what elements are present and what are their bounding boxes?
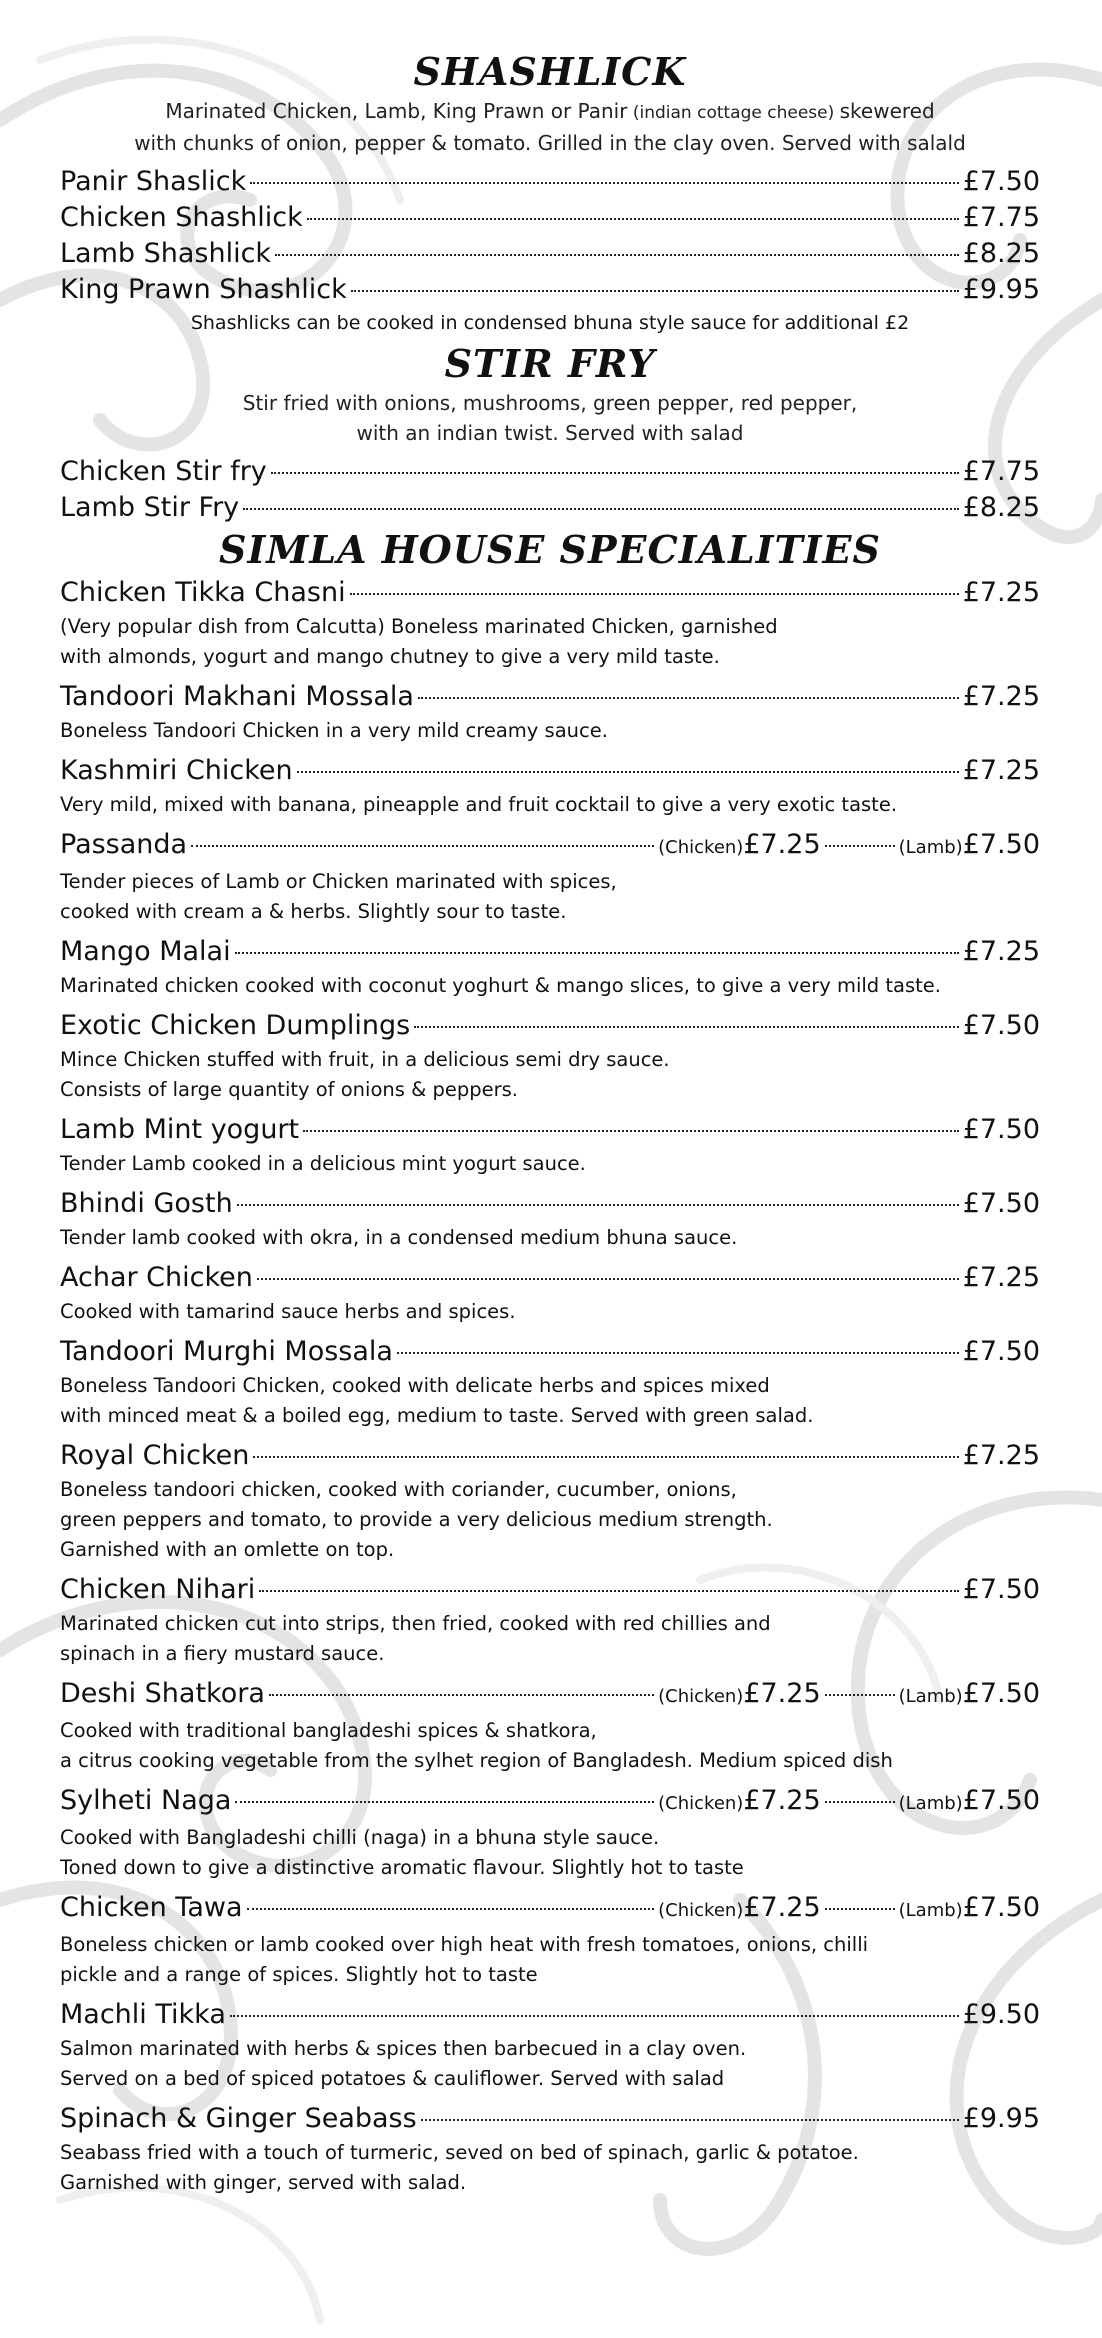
speciality-item — [60, 933, 1040, 1001]
dot-leader — [235, 952, 959, 954]
item-description: Very mild, mixed with banana, pineapple and fruit cocktail to give a very exotic taste. — [60, 793, 898, 816]
item-name: Tandoori Murghi Mossala — [60, 1336, 393, 1367]
dot-leader — [414, 1026, 959, 1028]
item-price: £7.50 — [962, 1114, 1040, 1145]
lamb-label: (Lamb) — [898, 1900, 963, 1921]
speciality-item — [60, 1782, 1040, 1883]
menu-item — [60, 490, 1040, 526]
item-name: Chicken Shashlick — [60, 202, 303, 233]
section-description — [60, 388, 1040, 448]
item-name: Lamb Shashlick — [60, 238, 272, 269]
item-description: spinach in a fiery mustard sauce. — [60, 1642, 385, 1665]
item-description: Boneless tandoori chicken, cooked with coriander, cucumber, onions, — [60, 1478, 737, 1501]
item-name: Machli Tikka — [60, 1999, 226, 2030]
dot-leader — [243, 508, 959, 510]
item-price: £7.25 — [962, 681, 1040, 712]
speciality-item — [60, 2100, 1040, 2198]
speciality-row — [60, 1675, 1040, 1716]
item-price: £7.25 — [962, 1262, 1040, 1293]
item-description: Tender Lamb cooked in a delicious mint yogurt sauce. — [60, 1152, 586, 1175]
description-text: skewered — [839, 99, 935, 123]
shashlick-note: Shashlicks can be cooked in condensed bhuna style sauce for additional £2 — [190, 312, 910, 334]
dot-leader — [235, 1801, 654, 1803]
speciality-row — [60, 933, 1040, 971]
speciality-row — [60, 678, 1040, 716]
dot-leader — [247, 1908, 655, 1910]
item-price: £7.75 — [962, 202, 1040, 233]
item-price: £9.95 — [962, 2103, 1040, 2134]
chicken-label: (Chicken) — [658, 1900, 744, 1921]
item-description: Boneless Tandoori Chicken in a very mild creamy sauce. — [60, 719, 608, 742]
chicken-price: £7.25 — [743, 1785, 821, 1816]
section-title: STIR FRY — [444, 341, 656, 386]
item-price: £8.25 — [962, 492, 1040, 523]
item-price: £7.25 — [962, 936, 1040, 967]
dot-leader — [351, 290, 959, 292]
description-text: Stir fried with onions, mushrooms, green pepper, red pepper, — [242, 391, 858, 415]
item-name: Chicken Nihari — [60, 1574, 256, 1605]
speciality-row — [60, 1571, 1040, 1609]
dot-leader — [307, 218, 959, 220]
speciality-item — [60, 1007, 1040, 1105]
item-price: £7.25 — [962, 1440, 1040, 1471]
item-description: Served on a bed of spiced potatoes & cauliflower. Served with salad — [60, 2067, 725, 2090]
item-price: £9.95 — [962, 274, 1040, 305]
item-description: Tender pieces of Lamb or Chicken marinated with spices, — [60, 870, 617, 893]
item-price: £7.50 — [962, 1336, 1040, 1367]
dot-leader — [825, 845, 895, 847]
dot-leader — [350, 593, 959, 595]
dot-leader — [253, 1456, 958, 1458]
item-price: £8.25 — [962, 238, 1040, 269]
speciality-row — [60, 1185, 1040, 1223]
speciality-row — [60, 1889, 1040, 1930]
menu-item — [60, 272, 1040, 308]
speciality-row — [60, 752, 1040, 790]
item-name: Passanda — [60, 829, 188, 860]
item-name: Deshi Shatkora — [60, 1678, 265, 1709]
item-name: Sylheti Naga — [60, 1785, 232, 1816]
dot-leader — [397, 1352, 959, 1354]
chicken-label: (Chicken) — [658, 837, 744, 858]
item-price: £7.50 — [962, 1010, 1040, 1041]
item-description: Marinated chicken cooked with coconut yoghurt & mango slices, to give a very mild taste. — [60, 974, 941, 997]
item-description: pickle and a range of spices. Slightly hot to taste — [60, 1963, 538, 1986]
item-name: Lamb Stir Fry — [60, 492, 240, 523]
specialities-section — [60, 526, 1040, 2198]
speciality-item — [60, 1889, 1040, 1990]
dot-leader — [259, 1590, 958, 1592]
speciality-item — [60, 1185, 1040, 1253]
dot-leader — [297, 771, 959, 773]
dot-leader — [257, 1278, 959, 1280]
menu-item — [60, 200, 1040, 236]
item-description: green peppers and tomato, to provide a very delicious medium strength. — [60, 1508, 773, 1531]
item-name: Royal Chicken — [60, 1440, 250, 1471]
item-name: Exotic Chicken Dumplings — [60, 1010, 411, 1041]
item-description: Toned down to give a distinctive aromatic flavour. Slightly hot to taste — [60, 1856, 744, 1879]
description-text: with an indian twist. Served with salad — [356, 421, 744, 445]
speciality-row — [60, 1259, 1040, 1297]
lamb-price: £7.50 — [962, 1785, 1040, 1816]
item-description: Cooked with Bangladeshi chilli (naga) in a bhuna style sauce. — [60, 1826, 660, 1849]
item-description: Garnished with ginger, served with salad. — [60, 2171, 467, 2194]
item-name: King Prawn Shashlick — [60, 274, 347, 305]
item-price: £7.50 — [962, 1188, 1040, 1219]
speciality-row — [60, 574, 1040, 612]
speciality-row — [60, 1333, 1040, 1371]
chicken-price: £7.25 — [743, 829, 821, 860]
chicken-label: (Chicken) — [658, 1793, 744, 1814]
speciality-item — [60, 1996, 1040, 2094]
item-name: Bhindi Gosth — [60, 1188, 233, 1219]
speciality-row — [60, 1007, 1040, 1045]
speciality-item — [60, 1437, 1040, 1565]
item-name: Tandoori Makhani Mossala — [60, 681, 414, 712]
item-description: (Very popular dish from Calcutta) Boneless marinated Chicken, garnished — [60, 615, 778, 638]
dot-leader — [825, 1801, 895, 1803]
item-name: Chicken Stir fry — [60, 456, 267, 487]
description-text: with chunks of onion, pepper & tomato. Grilled in the clay oven. Served with salald — [134, 131, 966, 155]
dot-leader — [230, 2015, 959, 2017]
section-title: SIMLA HOUSE SPECIALITIES — [219, 527, 881, 572]
item-description: Cooked with tamarind sauce herbs and spices. — [60, 1300, 516, 1323]
item-description: Garnished with an omlette on top. — [60, 1538, 395, 1561]
dot-leader — [269, 1694, 654, 1696]
shashlick-section — [60, 48, 1040, 336]
speciality-item — [60, 826, 1040, 927]
lamb-label: (Lamb) — [898, 1793, 963, 1814]
item-description: with minced meat & a boiled egg, medium to taste. Served with green salad. — [60, 1404, 814, 1427]
speciality-row — [60, 1437, 1040, 1475]
speciality-item — [60, 678, 1040, 746]
speciality-row — [60, 1111, 1040, 1149]
item-description: Boneless chicken or lamb cooked over high heat with fresh tomatoes, onions, chilli — [60, 1933, 869, 1956]
chicken-price: £7.25 — [743, 1678, 821, 1709]
speciality-row — [60, 2100, 1040, 2138]
menu-item — [60, 454, 1040, 490]
item-description: Boneless Tandoori Chicken, cooked with delicate herbs and spices mixed — [60, 1374, 770, 1397]
dot-leader — [421, 2119, 959, 2121]
speciality-item — [60, 1259, 1040, 1327]
dot-leader — [237, 1204, 959, 1206]
speciality-item — [60, 1333, 1040, 1431]
lamb-price: £7.50 — [962, 829, 1040, 860]
speciality-row — [60, 1782, 1040, 1823]
speciality-row — [60, 1996, 1040, 2034]
menu-item — [60, 236, 1040, 272]
item-description: Consists of large quantity of onions & peppers. — [60, 1078, 519, 1101]
speciality-item — [60, 574, 1040, 672]
item-name: Chicken Tawa — [60, 1892, 243, 1923]
item-description: cooked with cream a & herbs. Slightly sour to taste. — [60, 900, 567, 923]
item-name: Spinach & Ginger Seabass — [60, 2103, 417, 2134]
stir-fry-section — [60, 340, 1040, 526]
item-price: £7.50 — [962, 1574, 1040, 1605]
lamb-label: (Lamb) — [898, 837, 963, 858]
section-title: SHASHLICK — [413, 49, 687, 94]
dot-leader — [825, 1694, 895, 1696]
chicken-label: (Chicken) — [658, 1686, 744, 1707]
speciality-item — [60, 752, 1040, 820]
lamb-price: £7.50 — [962, 1892, 1040, 1923]
speciality-item — [60, 1675, 1040, 1776]
item-name: Lamb Mint yogurt — [60, 1114, 300, 1145]
dot-leader — [418, 697, 959, 699]
item-name: Mango Malai — [60, 936, 231, 967]
item-description: Tender lamb cooked with okra, in a condensed medium bhuna sauce. — [60, 1226, 738, 1249]
lamb-label: (Lamb) — [898, 1686, 963, 1707]
dot-leader — [191, 845, 654, 847]
dot-leader — [275, 254, 959, 256]
item-description: a citrus cooking vegetable from the sylhet region of Bangladesh. Medium spiced dish — [60, 1749, 893, 1772]
speciality-item — [60, 1571, 1040, 1669]
description-text: Marinated Chicken, Lamb, King Prawn or Panir — [165, 99, 628, 123]
dot-leader — [825, 1908, 895, 1910]
menu-item — [60, 164, 1040, 200]
dot-leader — [271, 472, 959, 474]
item-price: £7.50 — [962, 166, 1040, 197]
speciality-row — [60, 826, 1040, 867]
item-description: Cooked with traditional bangladeshi spices & shatkora, — [60, 1719, 597, 1742]
lamb-price: £7.50 — [962, 1678, 1040, 1709]
item-price: £7.75 — [962, 456, 1040, 487]
menu-page — [60, 48, 1040, 2204]
item-description: Seabass fried with a touch of turmeric, seved on bed of spinach, garlic & potatoe. — [60, 2141, 859, 2164]
item-name: Achar Chicken — [60, 1262, 253, 1293]
item-price: £9.50 — [962, 1999, 1040, 2030]
item-description: with almonds, yogurt and mango chutney to give a very mild taste. — [60, 645, 720, 668]
item-name: Kashmiri Chicken — [60, 755, 293, 786]
item-price: £7.25 — [962, 577, 1040, 608]
item-description: Marinated chicken cut into strips, then fried, cooked with red chillies and — [60, 1612, 771, 1635]
item-name: Chicken Tikka Chasni — [60, 577, 346, 608]
description-note: (indian cottage cheese) — [627, 103, 840, 123]
item-description: Salmon marinated with herbs & spices then barbecued in a clay oven. — [60, 2037, 747, 2060]
item-description: Mince Chicken stuffed with fruit, in a delicious semi dry sauce. — [60, 1048, 670, 1071]
dot-leader — [303, 1130, 959, 1132]
chicken-price: £7.25 — [743, 1892, 821, 1923]
item-price: £7.25 — [962, 755, 1040, 786]
section-description — [60, 96, 1040, 158]
item-name: Panir Shaslick — [60, 166, 247, 197]
speciality-item — [60, 1111, 1040, 1179]
dot-leader — [250, 182, 958, 184]
